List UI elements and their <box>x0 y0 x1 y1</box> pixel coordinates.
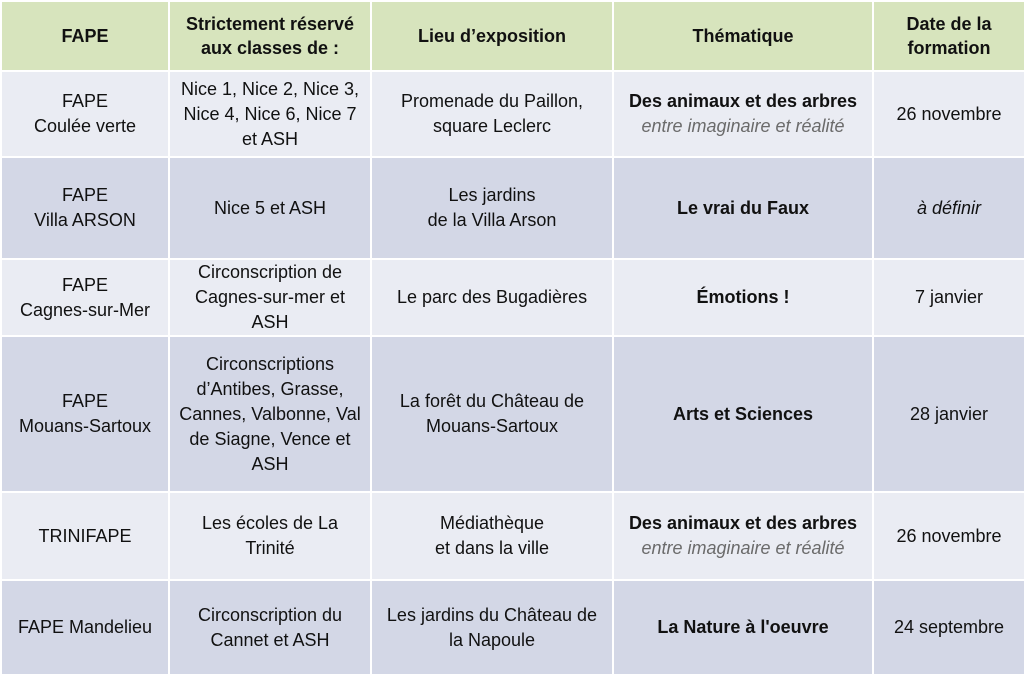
date-cell: 7 janvier <box>873 259 1024 336</box>
classes-cell: Nice 1, Nice 2, Nice 3, Nice 4, Nice 6, Nice 7 et ASH <box>169 71 371 157</box>
lieu-line: Promenade du Paillon, <box>400 91 584 111</box>
header-row <box>1 1 1024 71</box>
fape-line: TRINIFAPE <box>38 525 132 546</box>
lieu-line: Les jardins <box>448 185 536 205</box>
header-lieu: Lieu d’exposition <box>371 1 613 71</box>
fape-line: Cagnes-sur-Mer <box>19 299 151 320</box>
fape-cell <box>1 157 169 259</box>
theme-title: Des animaux et des arbres <box>628 91 858 111</box>
thematique-cell <box>613 157 873 259</box>
theme-title: Émotions ! <box>696 287 790 307</box>
table-row <box>1 71 1024 157</box>
theme-subtitle: entre imaginaire et réalité <box>641 538 845 558</box>
fape-line: Mouans-Sartoux <box>18 416 152 436</box>
fape-line: FAPE <box>61 274 109 295</box>
classes-cell: Circonscriptions d’Antibes, Grasse, Cannes, Valbonne, Val de Siagne, Vence et ASH <box>169 336 371 492</box>
table-row <box>1 259 1024 336</box>
table-row <box>1 157 1024 259</box>
classes-cell: Circonscription de Cagnes-sur-mer et ASH <box>169 259 371 336</box>
lieu-cell <box>371 71 613 157</box>
header-fape: FAPE <box>1 1 169 71</box>
thematique-cell <box>613 492 873 580</box>
lieu-line: square Leclerc <box>432 116 552 136</box>
fape-cell <box>1 492 169 580</box>
fape-line: FAPE Mandelieu <box>17 617 153 637</box>
lieu-cell <box>371 336 613 492</box>
fape-cell <box>1 336 169 492</box>
fape-line: FAPE <box>61 185 109 205</box>
thematique-cell <box>613 580 873 675</box>
header-thematique: Thématique <box>613 1 873 71</box>
date-cell: à définir <box>873 157 1024 259</box>
lieu-line: La forêt du Château de Mouans-Sartoux <box>399 391 585 436</box>
lieu-cell <box>371 492 613 580</box>
classes-cell: Les écoles de La Trinité <box>169 492 371 580</box>
table-row <box>1 492 1024 580</box>
theme-title: Arts et Sciences <box>672 403 814 424</box>
lieu-line: de la Villa Arson <box>427 210 557 230</box>
fape-line: FAPE <box>61 91 109 111</box>
lieu-line: Médiathèque <box>439 513 545 533</box>
lieu-line: Le parc des Bugadières <box>396 287 588 307</box>
thematique-cell <box>613 259 873 336</box>
date-cell: 24 septembre <box>873 580 1024 675</box>
lieu-cell <box>371 259 613 336</box>
theme-title: Des animaux et des arbres <box>628 513 858 533</box>
fape-line: Villa ARSON <box>34 210 136 230</box>
lieu-line: Les jardins du Château de la Napoule <box>386 604 598 650</box>
lieu-cell <box>371 580 613 675</box>
thematique-cell <box>613 336 873 492</box>
theme-title: Le vrai du Faux <box>676 197 810 218</box>
fape-cell <box>1 71 169 157</box>
header-classes: Strictement réservé aux classes de : <box>169 1 371 71</box>
theme-subtitle: entre imaginaire et réalité <box>641 116 845 136</box>
theme-title: La Nature à l'oeuvre <box>657 617 829 637</box>
classes-cell: Circonscription du Cannet et ASH <box>169 580 371 675</box>
fape-cell <box>1 259 169 336</box>
table-row <box>1 336 1024 492</box>
date-cell: 28 janvier <box>873 336 1024 492</box>
table-row <box>1 580 1024 675</box>
thematique-cell <box>613 71 873 157</box>
fape-cell <box>1 580 169 675</box>
header-date: Date de la formation <box>873 1 1024 71</box>
lieu-line: et dans la ville <box>434 538 550 558</box>
fape-line: FAPE <box>61 391 109 411</box>
date-cell: 26 novembre <box>873 492 1024 580</box>
fape-line: Coulée verte <box>33 116 137 136</box>
classes-cell: Nice 5 et ASH <box>169 157 371 259</box>
lieu-cell <box>371 157 613 259</box>
date-cell: 26 novembre <box>873 71 1024 157</box>
